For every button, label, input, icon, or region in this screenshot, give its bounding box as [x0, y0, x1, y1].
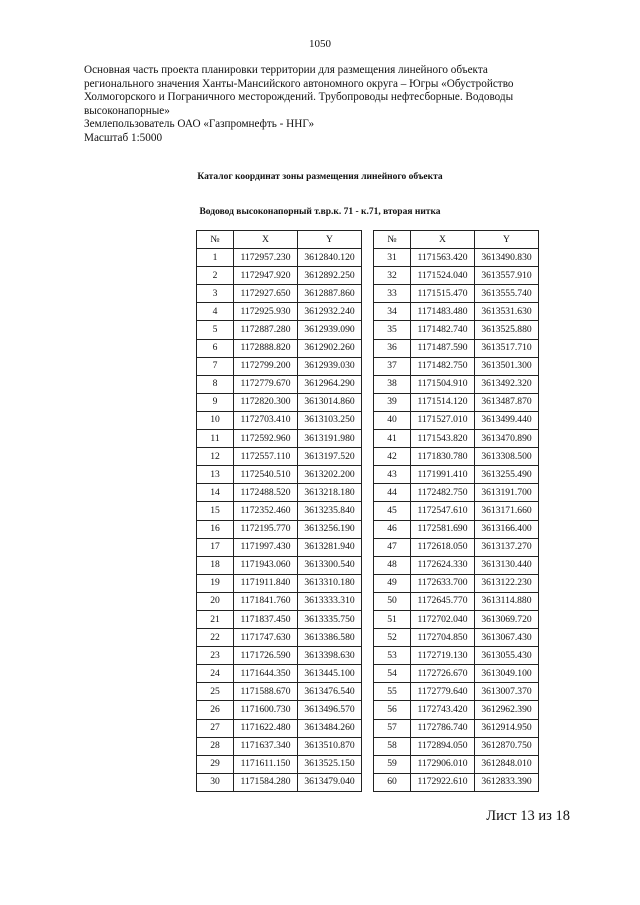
- cell-y-coordinate: 3613191.700: [475, 484, 539, 502]
- cell-point-number: 59: [374, 755, 411, 773]
- cell-point-number: 14: [197, 484, 234, 502]
- cell-point-number: 43: [374, 466, 411, 484]
- cell-point-number: 53: [374, 647, 411, 665]
- cell-x-coordinate: 1171504.910: [411, 375, 475, 393]
- cell-x-coordinate: 1172633.700: [411, 574, 475, 592]
- cell-point-number: 36: [374, 339, 411, 357]
- cell-x-coordinate: 1171600.730: [234, 701, 298, 719]
- table-row: [197, 592, 362, 610]
- table-row: [197, 665, 362, 683]
- cell-y-coordinate: 3612848.010: [475, 755, 539, 773]
- cell-x-coordinate: 1172557.110: [234, 448, 298, 466]
- cell-point-number: 51: [374, 610, 411, 628]
- cell-y-coordinate: 3613130.440: [475, 556, 539, 574]
- cell-point-number: 21: [197, 610, 234, 628]
- cell-point-number: 7: [197, 357, 234, 375]
- cell-y-coordinate: 3613510.870: [298, 737, 362, 755]
- cell-x-coordinate: 1171527.010: [411, 411, 475, 429]
- cell-x-coordinate: 1172779.670: [234, 375, 298, 393]
- cell-x-coordinate: 1172703.410: [234, 411, 298, 429]
- cell-x-coordinate: 1172592.960: [234, 430, 298, 448]
- cell-point-number: 12: [197, 448, 234, 466]
- cell-y-coordinate: 3613470.890: [475, 430, 539, 448]
- page-number: 1050: [309, 38, 331, 50]
- cell-point-number: 50: [374, 592, 411, 610]
- cell-point-number: 26: [197, 701, 234, 719]
- cell-y-coordinate: 3612964.290: [298, 375, 362, 393]
- cell-y-coordinate: 3613055.430: [475, 647, 539, 665]
- cell-y-coordinate: 3612840.120: [298, 249, 362, 267]
- cell-x-coordinate: 1172947.920: [234, 267, 298, 285]
- cell-y-coordinate: 3613197.520: [298, 448, 362, 466]
- cell-x-coordinate: 1172925.930: [234, 303, 298, 321]
- cell-x-coordinate: 1171483.480: [411, 303, 475, 321]
- cell-point-number: 47: [374, 538, 411, 556]
- cell-y-coordinate: 3613487.870: [475, 393, 539, 411]
- table-row: [374, 321, 539, 339]
- cell-y-coordinate: 3612939.030: [298, 357, 362, 375]
- cell-point-number: 57: [374, 719, 411, 737]
- table-row: [197, 321, 362, 339]
- cell-point-number: 46: [374, 520, 411, 538]
- cell-y-coordinate: 3613255.490: [475, 466, 539, 484]
- cell-y-coordinate: 3613256.190: [298, 520, 362, 538]
- table-row: [374, 375, 539, 393]
- table-row: [374, 773, 539, 791]
- cell-point-number: 16: [197, 520, 234, 538]
- cell-y-coordinate: 3613191.980: [298, 430, 362, 448]
- cell-x-coordinate: 1171588.670: [234, 683, 298, 701]
- table-row: [197, 267, 362, 285]
- table-row: [374, 755, 539, 773]
- table-row: [374, 411, 539, 429]
- cell-y-coordinate: 3613137.270: [475, 538, 539, 556]
- cell-x-coordinate: 1172726.670: [411, 665, 475, 683]
- cell-point-number: 13: [197, 466, 234, 484]
- cell-y-coordinate: 3613281.940: [298, 538, 362, 556]
- table-row: [374, 502, 539, 520]
- cell-y-coordinate: 3613492.320: [475, 375, 539, 393]
- cell-y-coordinate: 3612870.750: [475, 737, 539, 755]
- cell-y-coordinate: 3612962.390: [475, 701, 539, 719]
- cell-x-coordinate: 1172894.050: [411, 737, 475, 755]
- cell-y-coordinate: 3613333.310: [298, 592, 362, 610]
- cell-x-coordinate: 1171622.480: [234, 719, 298, 737]
- table-row: [374, 466, 539, 484]
- cell-point-number: 24: [197, 665, 234, 683]
- column-header-num: №: [374, 231, 411, 249]
- cell-x-coordinate: 1171997.430: [234, 538, 298, 556]
- cell-x-coordinate: 1171487.590: [411, 339, 475, 357]
- table-row: [197, 357, 362, 375]
- cell-x-coordinate: 1171991.410: [411, 466, 475, 484]
- table-row: [197, 303, 362, 321]
- cell-point-number: 3: [197, 285, 234, 303]
- cell-x-coordinate: 1172352.460: [234, 502, 298, 520]
- cell-point-number: 52: [374, 629, 411, 647]
- cell-x-coordinate: 1172581.690: [411, 520, 475, 538]
- cell-x-coordinate: 1171482.740: [411, 321, 475, 339]
- table-subtitle: Водовод высоконапорный т.вр.к. 71 - к.71, вторая нитка: [199, 207, 441, 217]
- cell-y-coordinate: 3613171.660: [475, 502, 539, 520]
- table-row: [197, 430, 362, 448]
- table-row: [374, 249, 539, 267]
- cell-point-number: 39: [374, 393, 411, 411]
- table-row: [197, 466, 362, 484]
- cell-x-coordinate: 1171747.630: [234, 629, 298, 647]
- cell-y-coordinate: 3613310.180: [298, 574, 362, 592]
- cell-x-coordinate: 1171611.150: [234, 755, 298, 773]
- table-row: [197, 249, 362, 267]
- cell-x-coordinate: 1171563.420: [411, 249, 475, 267]
- cell-point-number: 32: [374, 267, 411, 285]
- cell-x-coordinate: 1172957.230: [234, 249, 298, 267]
- cell-x-coordinate: 1172779.640: [411, 683, 475, 701]
- cell-y-coordinate: 3613069.720: [475, 610, 539, 628]
- table-row: [374, 267, 539, 285]
- cell-point-number: 2: [197, 267, 234, 285]
- cell-y-coordinate: 3613122.230: [475, 574, 539, 592]
- cell-point-number: 37: [374, 357, 411, 375]
- cell-y-coordinate: 3613202.200: [298, 466, 362, 484]
- column-header-x: X: [234, 231, 298, 249]
- land-user-line: Землепользователь ОАО «Газпромнефть - ННГ»: [84, 118, 315, 131]
- table-row: [374, 339, 539, 357]
- table-row: [374, 665, 539, 683]
- cell-y-coordinate: 3613235.840: [298, 502, 362, 520]
- cell-x-coordinate: 1172927.650: [234, 285, 298, 303]
- cell-point-number: 27: [197, 719, 234, 737]
- cell-y-coordinate: 3612932.240: [298, 303, 362, 321]
- cell-y-coordinate: 3613103.250: [298, 411, 362, 429]
- catalog-title: Каталог координат зоны размещения линейного объекта: [197, 172, 443, 182]
- cell-point-number: 4: [197, 303, 234, 321]
- cell-x-coordinate: 1171943.060: [234, 556, 298, 574]
- cell-y-coordinate: 3613525.150: [298, 755, 362, 773]
- cell-y-coordinate: 3613479.040: [298, 773, 362, 791]
- cell-point-number: 42: [374, 448, 411, 466]
- cell-x-coordinate: 1171830.780: [411, 448, 475, 466]
- table-header-row: [197, 231, 362, 249]
- table-row: [197, 375, 362, 393]
- cell-x-coordinate: 1171841.760: [234, 592, 298, 610]
- table-row: [374, 556, 539, 574]
- cell-x-coordinate: 1172922.610: [411, 773, 475, 791]
- cell-point-number: 19: [197, 574, 234, 592]
- cell-y-coordinate: 3613067.430: [475, 629, 539, 647]
- cell-x-coordinate: 1171584.280: [234, 773, 298, 791]
- cell-point-number: 5: [197, 321, 234, 339]
- cell-x-coordinate: 1172618.050: [411, 538, 475, 556]
- table-row: [197, 502, 362, 520]
- column-header-y: Y: [475, 231, 539, 249]
- cell-x-coordinate: 1172820.300: [234, 393, 298, 411]
- cell-x-coordinate: 1171637.340: [234, 737, 298, 755]
- cell-y-coordinate: 3613398.630: [298, 647, 362, 665]
- cell-y-coordinate: 3613499.440: [475, 411, 539, 429]
- cell-x-coordinate: 1172887.280: [234, 321, 298, 339]
- cell-x-coordinate: 1172645.770: [411, 592, 475, 610]
- document-header: [84, 64, 584, 146]
- cell-x-coordinate: 1171911.840: [234, 574, 298, 592]
- cell-x-coordinate: 1172488.520: [234, 484, 298, 502]
- cell-point-number: 35: [374, 321, 411, 339]
- table-row: [197, 683, 362, 701]
- table-row: [374, 629, 539, 647]
- cell-point-number: 1: [197, 249, 234, 267]
- cell-y-coordinate: 3613014.860: [298, 393, 362, 411]
- table-row: [374, 737, 539, 755]
- cell-y-coordinate: 3613049.100: [475, 665, 539, 683]
- cell-y-coordinate: 3613484.260: [298, 719, 362, 737]
- cell-y-coordinate: 3613496.570: [298, 701, 362, 719]
- cell-point-number: 56: [374, 701, 411, 719]
- cell-point-number: 31: [374, 249, 411, 267]
- table-row: [374, 683, 539, 701]
- table-row: [197, 448, 362, 466]
- table-row: [374, 610, 539, 628]
- cell-y-coordinate: 3613300.540: [298, 556, 362, 574]
- table-row: [197, 647, 362, 665]
- cell-point-number: 33: [374, 285, 411, 303]
- cell-y-coordinate: 3613335.750: [298, 610, 362, 628]
- cell-y-coordinate: 3613501.300: [475, 357, 539, 375]
- table-row: [374, 647, 539, 665]
- table-row: [197, 610, 362, 628]
- table-row: [197, 411, 362, 429]
- cell-x-coordinate: 1171543.820: [411, 430, 475, 448]
- cell-x-coordinate: 1172547.610: [411, 502, 475, 520]
- cell-y-coordinate: 3613531.630: [475, 303, 539, 321]
- table-row: [374, 393, 539, 411]
- table-row: [374, 719, 539, 737]
- cell-y-coordinate: 3613517.710: [475, 339, 539, 357]
- cell-x-coordinate: 1171837.450: [234, 610, 298, 628]
- cell-point-number: 34: [374, 303, 411, 321]
- cell-x-coordinate: 1172482.750: [411, 484, 475, 502]
- cell-point-number: 15: [197, 502, 234, 520]
- cell-point-number: 29: [197, 755, 234, 773]
- cell-y-coordinate: 3612902.260: [298, 339, 362, 357]
- cell-x-coordinate: 1172704.850: [411, 629, 475, 647]
- cell-y-coordinate: 3612892.250: [298, 267, 362, 285]
- cell-y-coordinate: 3613555.740: [475, 285, 539, 303]
- cell-point-number: 45: [374, 502, 411, 520]
- cell-y-coordinate: 3613445.100: [298, 665, 362, 683]
- cell-point-number: 58: [374, 737, 411, 755]
- cell-x-coordinate: 1172743.420: [411, 701, 475, 719]
- cell-point-number: 44: [374, 484, 411, 502]
- table-row: [197, 538, 362, 556]
- table-row: [197, 737, 362, 755]
- table-row: [374, 701, 539, 719]
- table-row: [197, 755, 362, 773]
- scale-line: Масштаб 1:5000: [84, 131, 163, 144]
- cell-y-coordinate: 3612887.860: [298, 285, 362, 303]
- coordinates-table-left: [196, 230, 362, 792]
- cell-point-number: 49: [374, 574, 411, 592]
- table-row: [374, 574, 539, 592]
- cell-point-number: 11: [197, 430, 234, 448]
- cell-point-number: 25: [197, 683, 234, 701]
- table-row: [197, 393, 362, 411]
- cell-y-coordinate: 3613308.500: [475, 448, 539, 466]
- table-row: [197, 556, 362, 574]
- table-row: [197, 484, 362, 502]
- cell-point-number: 30: [197, 773, 234, 791]
- cell-y-coordinate: 3613007.370: [475, 683, 539, 701]
- table-row: [197, 285, 362, 303]
- table-row: [374, 285, 539, 303]
- cell-x-coordinate: 1172702.040: [411, 610, 475, 628]
- cell-point-number: 17: [197, 538, 234, 556]
- table-row: [197, 701, 362, 719]
- cell-point-number: 8: [197, 375, 234, 393]
- table-row: [197, 719, 362, 737]
- table-row: [374, 448, 539, 466]
- cell-point-number: 40: [374, 411, 411, 429]
- cell-y-coordinate: 3613218.180: [298, 484, 362, 502]
- cell-point-number: 20: [197, 592, 234, 610]
- table-row: [197, 339, 362, 357]
- cell-point-number: 48: [374, 556, 411, 574]
- cell-y-coordinate: 3613490.830: [475, 249, 539, 267]
- cell-x-coordinate: 1172719.130: [411, 647, 475, 665]
- cell-x-coordinate: 1172624.330: [411, 556, 475, 574]
- cell-y-coordinate: 3612939.090: [298, 321, 362, 339]
- table-row: [374, 484, 539, 502]
- cell-y-coordinate: 3613114.880: [475, 592, 539, 610]
- table-row: [374, 592, 539, 610]
- table-row: [197, 574, 362, 592]
- coordinates-table-right: [373, 230, 539, 792]
- cell-point-number: 54: [374, 665, 411, 683]
- column-header-y: Y: [298, 231, 362, 249]
- cell-y-coordinate: 3612833.390: [475, 773, 539, 791]
- column-header-num: №: [197, 231, 234, 249]
- table-row: [374, 303, 539, 321]
- column-header-x: X: [411, 231, 475, 249]
- cell-x-coordinate: 1172799.200: [234, 357, 298, 375]
- cell-point-number: 60: [374, 773, 411, 791]
- cell-x-coordinate: 1172906.010: [411, 755, 475, 773]
- cell-point-number: 55: [374, 683, 411, 701]
- table-row: [197, 520, 362, 538]
- cell-x-coordinate: 1171515.470: [411, 285, 475, 303]
- header-line: высоконапорные»: [84, 104, 170, 117]
- cell-point-number: 18: [197, 556, 234, 574]
- table-row: [374, 520, 539, 538]
- cell-x-coordinate: 1171644.350: [234, 665, 298, 683]
- cell-y-coordinate: 3613476.540: [298, 683, 362, 701]
- cell-point-number: 22: [197, 629, 234, 647]
- table-row: [374, 357, 539, 375]
- cell-y-coordinate: 3613557.910: [475, 267, 539, 285]
- cell-x-coordinate: 1172195.770: [234, 520, 298, 538]
- cell-point-number: 23: [197, 647, 234, 665]
- table-header-row: [374, 231, 539, 249]
- cell-y-coordinate: 3613386.580: [298, 629, 362, 647]
- cell-x-coordinate: 1171726.590: [234, 647, 298, 665]
- cell-point-number: 10: [197, 411, 234, 429]
- cell-x-coordinate: 1172888.820: [234, 339, 298, 357]
- cell-x-coordinate: 1171482.750: [411, 357, 475, 375]
- sheet-label: Лист 13 из 18: [486, 808, 570, 824]
- cell-x-coordinate: 1171514.120: [411, 393, 475, 411]
- cell-point-number: 41: [374, 430, 411, 448]
- cell-point-number: 6: [197, 339, 234, 357]
- header-line: Холмогорского и Пограничного месторождений. Трубопроводы нефтесборные. Водоводы: [84, 91, 514, 104]
- cell-y-coordinate: 3613525.880: [475, 321, 539, 339]
- cell-point-number: 28: [197, 737, 234, 755]
- cell-x-coordinate: 1171524.040: [411, 267, 475, 285]
- table-row: [374, 430, 539, 448]
- cell-x-coordinate: 1172540.510: [234, 466, 298, 484]
- table-row: [197, 773, 362, 791]
- table-row: [197, 629, 362, 647]
- cell-y-coordinate: 3612914.950: [475, 719, 539, 737]
- cell-point-number: 9: [197, 393, 234, 411]
- cell-y-coordinate: 3613166.400: [475, 520, 539, 538]
- cell-x-coordinate: 1172786.740: [411, 719, 475, 737]
- header-line: регионального значения Ханты-Мансийского автономного округа – Югры «Обустройство: [84, 77, 514, 90]
- cell-point-number: 38: [374, 375, 411, 393]
- table-row: [374, 538, 539, 556]
- header-line: Основная часть проекта планировки территории для размещения линейного объекта: [84, 64, 488, 76]
